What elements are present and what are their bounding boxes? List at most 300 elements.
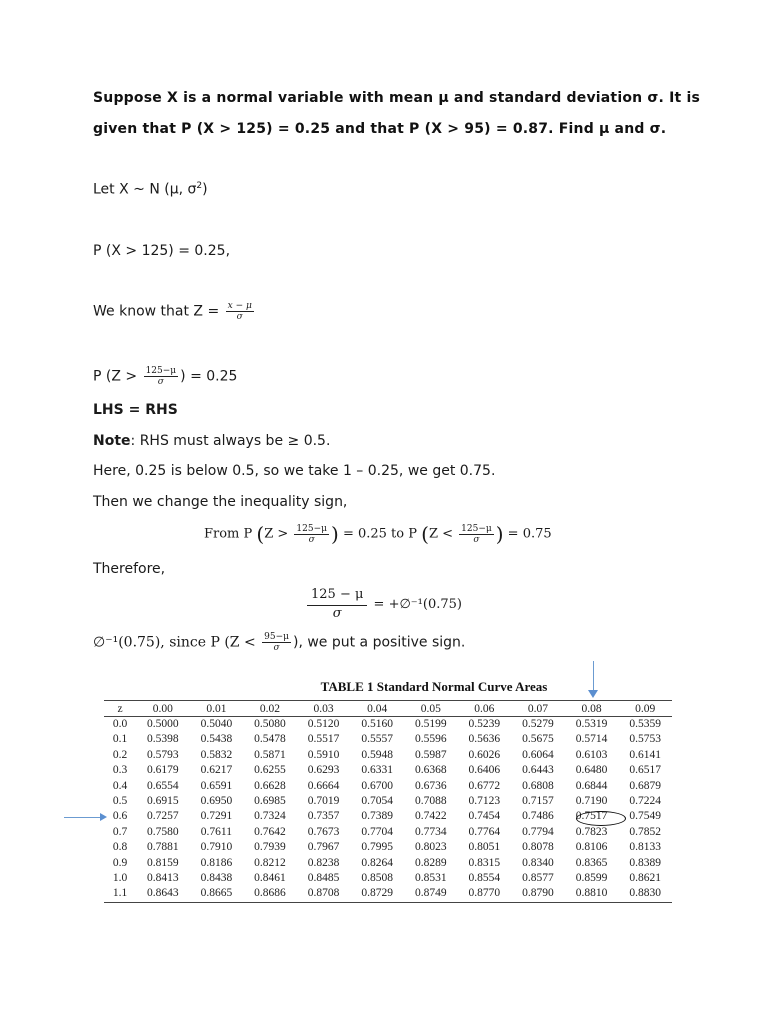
table-row: [104, 794, 672, 809]
let-prefix: Let X ~ N (μ, σ: [93, 181, 197, 198]
from-numerator: 125−μ: [296, 523, 327, 534]
table-cell-wrapper: [136, 732, 190, 747]
table-cell-wrapper: [190, 794, 244, 809]
pz-statement: [93, 366, 237, 387]
table-row: [104, 748, 672, 763]
table-cell-wrapper: [511, 856, 565, 871]
let-statement: [93, 181, 208, 198]
table-cell: 0.7549: [629, 810, 661, 823]
since-prefix: ∅⁻¹(0.75), since P (Z <: [93, 634, 261, 651]
table-cell: 0.8810: [575, 887, 608, 900]
table-cell: 0.5199: [414, 718, 447, 730]
pz-fraction: [144, 366, 179, 387]
table-cell: 0.7324: [254, 810, 286, 823]
table-cell-wrapper: [511, 763, 565, 778]
table-cell-wrapper: [136, 886, 190, 902]
table-cell-wrapper: [404, 717, 458, 733]
table-cell-wrapper: [458, 825, 512, 840]
since-suffix: ), we put a positive sign.: [292, 634, 466, 651]
since-fraction: [262, 632, 291, 653]
table-cell-wrapper: [297, 825, 351, 840]
table-cell: 0.5596: [414, 733, 447, 746]
table-cell-wrapper: [243, 856, 297, 871]
since-denominator: σ: [273, 643, 280, 653]
table-header-col: 0.06: [458, 701, 512, 717]
table-cell: 0.8531: [414, 872, 447, 885]
table-cell-wrapper: [190, 871, 244, 886]
table-cell: 0.6517: [629, 764, 661, 777]
table-cell-wrapper: [618, 763, 672, 778]
table-cell-wrapper: [136, 779, 190, 794]
table-cell-wrapper: [243, 809, 297, 824]
table-cell: 0.6772: [468, 779, 501, 792]
table-row-z: 0.9: [112, 856, 128, 869]
table-cell: 0.8485: [307, 872, 340, 885]
normal-table: [104, 700, 672, 903]
table-cell-wrapper: [404, 794, 458, 809]
table-cell: 0.8365: [575, 856, 608, 869]
table-cell: 0.6554: [146, 779, 179, 792]
table-cell: 0.7054: [361, 795, 393, 808]
table-cell-wrapper: [404, 825, 458, 840]
table-cell: 0.6700: [361, 779, 393, 792]
table-cell-wrapper: [243, 717, 297, 733]
table-row-z: 0.1: [112, 733, 128, 746]
table-cell: 0.8599: [575, 872, 608, 885]
table-cell: 0.8830: [629, 887, 661, 900]
equation-rhs: = +∅⁻¹(0.75): [369, 597, 462, 612]
table-row: [104, 732, 672, 747]
table-cell-wrapper: [565, 886, 619, 902]
table-cell-wrapper: [243, 825, 297, 840]
table-cell-wrapper: [404, 886, 458, 902]
table-cell: 0.5948: [361, 748, 393, 761]
main-equation: [305, 587, 462, 622]
table-cell-wrapper: [511, 732, 565, 747]
table-cell: 0.6915: [146, 795, 179, 808]
since-line: [93, 632, 465, 653]
table-cell-wrapper: [618, 717, 672, 733]
table-row: [104, 886, 672, 902]
table-cell: 0.7190: [575, 795, 608, 808]
table-cell-wrapper: [243, 763, 297, 778]
table-cell-wrapper: [565, 856, 619, 871]
highlighted-cell: 0.7517: [575, 810, 608, 823]
table-cell: 0.7019: [307, 795, 340, 808]
table-row: [104, 717, 672, 733]
table-cell: 0.5359: [629, 718, 661, 730]
table-cell-wrapper: [297, 779, 351, 794]
z-denominator: σ: [236, 312, 243, 322]
table-cell: 0.8212: [254, 856, 286, 869]
table-cell: 0.6480: [575, 764, 608, 777]
table-cell: 0.7580: [146, 825, 179, 838]
table-cell: 0.5675: [522, 733, 554, 746]
table-cell-wrapper: [350, 763, 404, 778]
table-cell-wrapper: [565, 825, 619, 840]
from-fraction: [294, 524, 329, 545]
table-cell: 0.8159: [146, 856, 179, 869]
table-cell: 0.6628: [254, 779, 286, 792]
table-cell: 0.7995: [361, 841, 393, 854]
table-cell-wrapper: [565, 840, 619, 855]
to-suffix: = 0.75: [503, 526, 552, 542]
table-cell-wrapper: [404, 809, 458, 824]
table-cell: 0.8315: [468, 856, 501, 869]
table-cell: 0.8770: [468, 887, 501, 900]
table-cell: 0.8186: [200, 856, 233, 869]
table-row: [104, 779, 672, 794]
let-superscript: 2: [196, 181, 203, 191]
table-cell-wrapper: [458, 886, 512, 902]
table-cell-wrapper: [350, 886, 404, 902]
table-cell: 0.6443: [522, 764, 554, 777]
table-cell-wrapper: [297, 794, 351, 809]
table-cell-wrapper: [565, 794, 619, 809]
table-cell: 0.7611: [200, 825, 232, 838]
table-cell: 0.5080: [254, 718, 286, 730]
table-cell: 0.8508: [361, 872, 393, 885]
table-cell-wrapper: [511, 809, 565, 824]
here-line: Here, 0.25 is below 0.5, so we take 1 – 0.25, we get 0.75.: [93, 463, 496, 479]
table-cell-wrapper: [190, 840, 244, 855]
table-cell-wrapper: [511, 871, 565, 886]
pz-prefix: P (Z >: [93, 368, 142, 385]
table-cell-wrapper: [243, 732, 297, 747]
table-header-col: 0.05: [404, 701, 458, 717]
table-cell: 0.5398: [146, 733, 179, 746]
table-cell: 0.5319: [575, 718, 608, 730]
table-cell: 0.5517: [307, 733, 340, 746]
note-label: Note: [93, 433, 131, 449]
table-cell-wrapper: [297, 856, 351, 871]
table-cell: 0.7673: [307, 825, 340, 838]
table-cell: 0.6103: [575, 748, 608, 761]
table-cell-wrapper: [565, 809, 619, 824]
problem-line-2: given that P (X > 125) = 0.25 and that P (X > 95) = 0.87. Find μ and σ.: [93, 121, 667, 137]
table-cell: 0.5478: [254, 733, 286, 746]
table-cell-wrapper: [104, 779, 136, 794]
table-cell: 0.8665: [200, 887, 233, 900]
table-cell-wrapper: [458, 809, 512, 824]
table-row-z: 0.0: [112, 718, 128, 730]
table-cell: 0.6406: [468, 764, 501, 777]
table-row: [104, 763, 672, 778]
table-cell-wrapper: [136, 763, 190, 778]
z-prefix: We know that Z =: [93, 303, 224, 320]
table-cell: 0.5753: [629, 733, 661, 746]
table-cell: 0.7794: [522, 825, 554, 838]
table-row: [104, 871, 672, 886]
table-cell: 0.7704: [361, 825, 393, 838]
table-cell-wrapper: [243, 794, 297, 809]
table-cell: 0.5557: [361, 733, 393, 746]
table-row: [104, 840, 672, 855]
table-cell-wrapper: [565, 717, 619, 733]
table-cell-wrapper: [618, 871, 672, 886]
table-row-z: 0.6: [112, 810, 128, 823]
table-cell-wrapper: [618, 809, 672, 824]
table-cell-wrapper: [618, 794, 672, 809]
table-cell-wrapper: [136, 717, 190, 733]
table-cell: 0.8238: [307, 856, 340, 869]
table-cell-wrapper: [243, 886, 297, 902]
table-row: [104, 809, 672, 824]
table-cell: 0.6591: [200, 779, 233, 792]
table-cell: 0.6368: [414, 764, 447, 777]
table-cell-wrapper: [104, 825, 136, 840]
table-cell-wrapper: [404, 732, 458, 747]
table-row: [104, 825, 672, 840]
table-cell-wrapper: [297, 809, 351, 824]
change-line: Then we change the inequality sign,: [93, 494, 348, 510]
table-cell: 0.6026: [468, 748, 501, 761]
since-numerator: 95−μ: [264, 632, 289, 642]
table-cell-wrapper: [511, 794, 565, 809]
table-cell-wrapper: [136, 825, 190, 840]
table-cell: 0.7088: [414, 795, 447, 808]
table-cell: 0.6879: [629, 779, 661, 792]
table-cell-wrapper: [565, 763, 619, 778]
table-cell-wrapper: [104, 748, 136, 763]
table-cell-wrapper: [243, 748, 297, 763]
table-cell: 0.5000: [146, 718, 179, 730]
table-cell: 0.8790: [522, 887, 554, 900]
table-cell-wrapper: [190, 825, 244, 840]
table-cell-wrapper: [190, 732, 244, 747]
table-cell-wrapper: [404, 856, 458, 871]
table-cell: 0.8389: [629, 856, 661, 869]
table-cell: 0.7642: [254, 825, 286, 838]
table-cell-wrapper: [136, 794, 190, 809]
table-cell: 0.5987: [414, 748, 447, 761]
table-header-col: 0.03: [297, 701, 351, 717]
table-row-z: 1.1: [112, 887, 128, 900]
table-cell: 0.6331: [361, 764, 393, 777]
table-cell-wrapper: [136, 748, 190, 763]
table-cell-wrapper: [511, 886, 565, 902]
table-cell: 0.8340: [522, 856, 554, 869]
to-numerator: 125−μ: [461, 523, 492, 534]
table-cell-wrapper: [565, 732, 619, 747]
table-cell-wrapper: [404, 840, 458, 855]
table-cell-wrapper: [104, 717, 136, 733]
table-cell-wrapper: [404, 871, 458, 886]
table-cell-wrapper: [618, 886, 672, 902]
note-line: [93, 433, 330, 449]
let-suffix: ): [202, 181, 208, 198]
close-paren: ): [331, 522, 339, 546]
table-cell-wrapper: [618, 825, 672, 840]
table-cell: 0.7357: [307, 810, 340, 823]
table-cell: 0.8106: [575, 841, 608, 854]
problem-line-1: Suppose X is a normal variable with mean μ and standard deviation σ. It is: [93, 90, 700, 106]
table-cell-wrapper: [511, 825, 565, 840]
table-cell-wrapper: [511, 748, 565, 763]
table-cell: 0.5714: [575, 733, 608, 746]
table-cell-wrapper: [190, 809, 244, 824]
table-cell: 0.5120: [307, 718, 340, 730]
pz-denominator: σ: [157, 377, 164, 387]
table-cell: 0.7157: [522, 795, 554, 808]
to-z-lt: Z <: [428, 526, 458, 542]
table-cell-wrapper: [618, 856, 672, 871]
table-cell-wrapper: [136, 871, 190, 886]
table-header-col: 0.02: [243, 701, 297, 717]
table-cell: 0.7291: [200, 810, 233, 823]
table-cell: 0.7454: [468, 810, 501, 823]
open-paren: (: [256, 522, 265, 546]
table-row-z: 0.3: [112, 764, 128, 777]
table-header-col: 0.00: [136, 701, 190, 717]
table-cell-wrapper: [190, 717, 244, 733]
table-cell-wrapper: [350, 717, 404, 733]
table-cell: 0.6736: [414, 779, 447, 792]
table-cell: 0.7486: [522, 810, 554, 823]
table-row-z: 0.2: [112, 748, 128, 761]
table-cell: 0.7224: [629, 795, 661, 808]
table-cell-wrapper: [458, 717, 512, 733]
table-cell: 0.5279: [522, 718, 554, 730]
to-denominator: σ: [473, 534, 480, 545]
table-cell: 0.5910: [307, 748, 340, 761]
table-cell-wrapper: [190, 856, 244, 871]
table-row-z: 0.7: [112, 825, 128, 838]
table-cell-wrapper: [458, 779, 512, 794]
table-cell-wrapper: [350, 825, 404, 840]
equation-fraction: [307, 587, 367, 622]
table-cell: 0.7389: [361, 810, 393, 823]
table-cell-wrapper: [297, 732, 351, 747]
table-cell: 0.8051: [468, 841, 501, 854]
z-numerator: x − μ: [227, 301, 252, 311]
table-cell-wrapper: [458, 794, 512, 809]
table-cell: 0.5793: [146, 748, 179, 761]
table-row-z: 0.5: [112, 795, 128, 808]
table-row-z: 1.0: [112, 872, 128, 885]
table-cell: 0.8643: [146, 887, 179, 900]
table-cell: 0.7257: [146, 810, 179, 823]
table-cell: 0.5160: [361, 718, 393, 730]
table-cell-wrapper: [458, 871, 512, 886]
table-cell-wrapper: [350, 779, 404, 794]
table-cell-wrapper: [618, 840, 672, 855]
table-cell-wrapper: [297, 748, 351, 763]
pz-numerator: 125−μ: [145, 366, 177, 376]
table-cell-wrapper: [297, 871, 351, 886]
table-row: [104, 856, 672, 871]
table-cell-wrapper: [511, 840, 565, 855]
table-cell-wrapper: [136, 809, 190, 824]
table-cell: 0.8461: [254, 872, 286, 885]
table-cell: 0.7734: [414, 825, 447, 838]
table-cell-wrapper: [104, 809, 136, 824]
table-header-col: 0.04: [350, 701, 404, 717]
table-header-col: 0.07: [511, 701, 565, 717]
table-cell-wrapper: [404, 748, 458, 763]
table-cell: 0.6064: [522, 748, 554, 761]
table-cell: 0.8078: [522, 841, 554, 854]
table-cell: 0.5438: [200, 733, 233, 746]
table-cell: 0.6293: [307, 764, 340, 777]
table-cell: 0.8413: [146, 872, 179, 885]
row-arrow-shaft: [64, 817, 102, 818]
inequality-change: [204, 522, 552, 546]
table-cell: 0.7939: [254, 841, 286, 854]
table-cell-wrapper: [458, 732, 512, 747]
to-fraction: [459, 524, 494, 545]
table-cell-wrapper: [350, 732, 404, 747]
z-definition: [93, 301, 256, 322]
table-cell-wrapper: [190, 748, 244, 763]
table-row-z: 0.8: [112, 841, 128, 854]
given-probability: P (X > 125) = 0.25,: [93, 243, 231, 259]
table-cell: 0.6664: [307, 779, 340, 792]
table-cell: 0.6179: [146, 764, 179, 777]
table-cell: 0.6844: [575, 779, 608, 792]
table-cell: 0.6950: [200, 795, 233, 808]
table-cell: 0.5636: [468, 733, 501, 746]
table-cell: 0.6141: [629, 748, 661, 761]
note-text: : RHS must always be ≥ 0.5.: [130, 433, 331, 449]
table-cell-wrapper: [190, 763, 244, 778]
table-cell-wrapper: [136, 840, 190, 855]
equation-numerator: 125 − μ: [307, 587, 367, 606]
table-cell: 0.7852: [629, 825, 661, 838]
table-cell-wrapper: [458, 748, 512, 763]
from-middle: = 0.25 to P: [338, 526, 422, 542]
table-header-z: z: [104, 701, 136, 717]
table-cell-wrapper: [511, 717, 565, 733]
table-cell: 0.8023: [414, 841, 447, 854]
open-paren-2: (: [421, 522, 429, 546]
table-cell: 0.8729: [361, 887, 393, 900]
table-cell: 0.5871: [254, 748, 286, 761]
table-cell: 0.5239: [468, 718, 501, 730]
table-cell-wrapper: [350, 794, 404, 809]
table-cell: 0.8438: [200, 872, 233, 885]
table-cell-wrapper: [618, 748, 672, 763]
table-cell-wrapper: [297, 840, 351, 855]
table-cell-wrapper: [350, 871, 404, 886]
table-cell-wrapper: [618, 732, 672, 747]
table-row-z: 0.4: [112, 779, 128, 792]
table-cell: 0.8577: [522, 872, 554, 885]
table-cell-wrapper: [104, 763, 136, 778]
table-cell: 0.7422: [414, 810, 447, 823]
table-cell-wrapper: [350, 856, 404, 871]
table-header-row: [104, 701, 672, 717]
table-cell: 0.6217: [200, 764, 233, 777]
table-cell: 0.8133: [629, 841, 661, 854]
table-cell: 0.8554: [468, 872, 501, 885]
table-cell-wrapper: [243, 871, 297, 886]
table-cell-wrapper: [297, 886, 351, 902]
from-denominator: σ: [308, 534, 315, 545]
table-cell-wrapper: [104, 732, 136, 747]
table-cell: 0.6985: [254, 795, 286, 808]
table-cell: 0.5040: [200, 718, 233, 730]
table-cell-wrapper: [297, 717, 351, 733]
table-cell-wrapper: [458, 840, 512, 855]
table-cell: 0.8289: [414, 856, 447, 869]
table-cell-wrapper: [136, 856, 190, 871]
table-cell-wrapper: [297, 763, 351, 778]
z-fraction: [226, 301, 254, 322]
table-cell: 0.8686: [254, 887, 286, 900]
table-cell: 0.7967: [307, 841, 340, 854]
table-cell-wrapper: [618, 779, 672, 794]
